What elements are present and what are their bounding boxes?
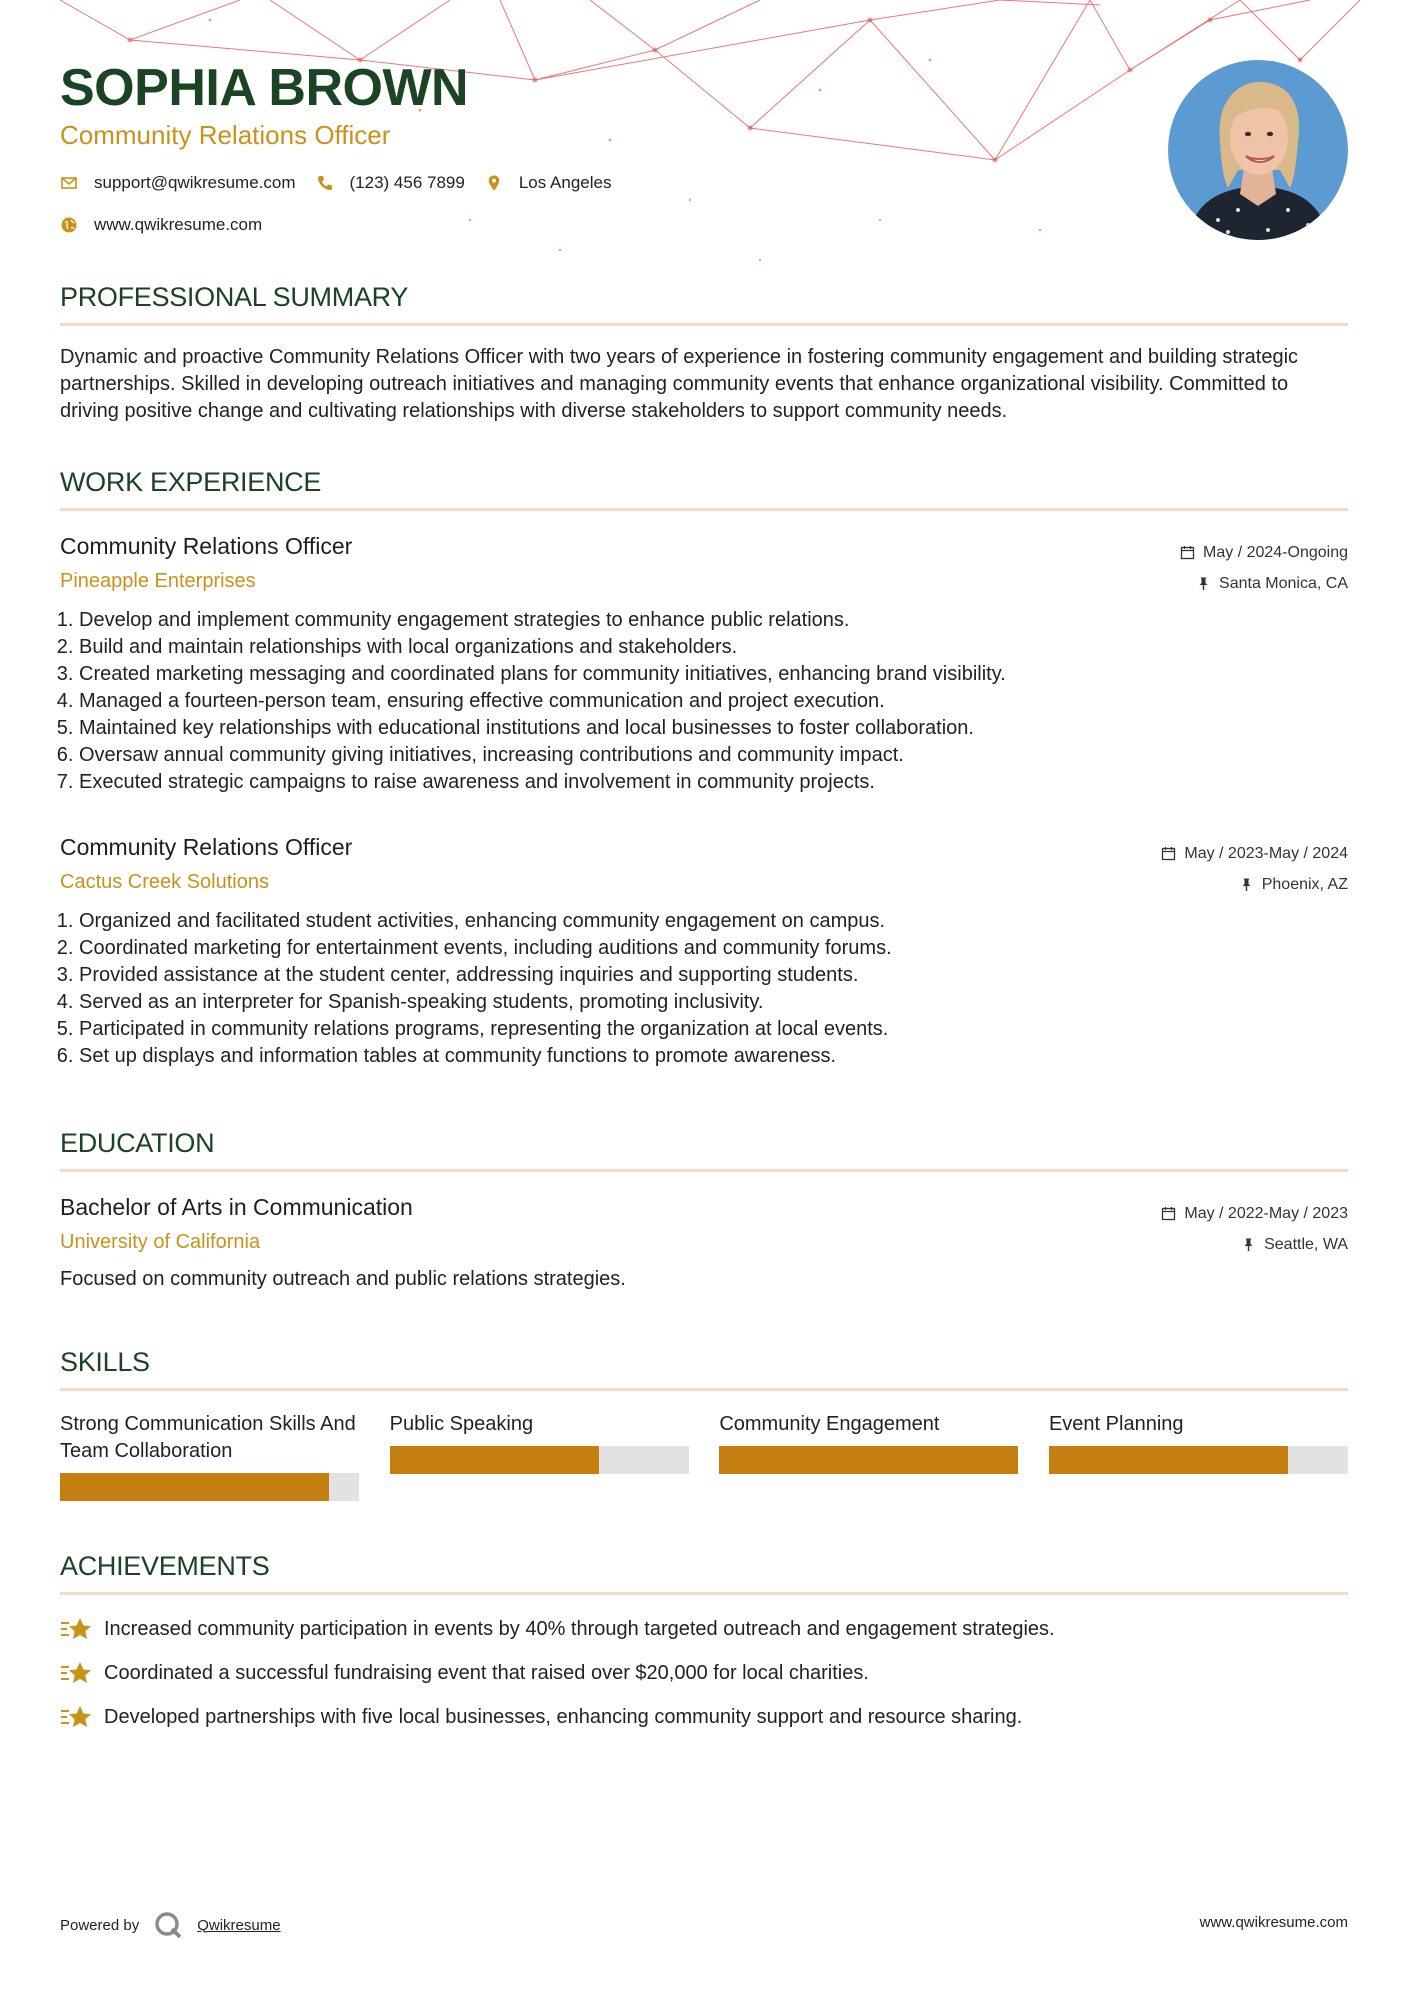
jobs-list [60, 533, 1348, 1070]
job-location [1180, 568, 1348, 599]
star-icon [60, 1659, 92, 1687]
skill-level-bar [1049, 1446, 1348, 1474]
skills-heading: SKILLS [60, 1347, 150, 1377]
job-bullet: 4. Managed a fourteen-person team, ensuring effective communication and project execution. [79, 688, 1348, 715]
candidate-role: Community Relations Officer [60, 120, 391, 150]
job-title: Community Relations Officer [60, 533, 353, 559]
job-bullet: 2. Coordinated marketing for entertainment events, including auditions and community forums. [79, 935, 1348, 962]
calendar-icon [1161, 1206, 1176, 1221]
job-bullets [60, 908, 1348, 1070]
contact-row [60, 173, 631, 193]
job-bullet: 3. Created marketing messaging and coordinated plans for community initiatives, enhancing brand visibility. [79, 661, 1348, 688]
calendar-icon [1180, 545, 1195, 560]
page-footer [60, 1900, 1348, 1940]
section-divider [60, 1388, 1348, 1391]
section-divider [60, 1592, 1348, 1595]
contact-location [485, 173, 612, 193]
star-icon [60, 1615, 92, 1643]
job-entry [60, 834, 1348, 1070]
experience-section [60, 467, 1348, 1070]
phone-text: (123) 456 7899 [349, 173, 465, 192]
job-date [1180, 537, 1348, 568]
skill-level-fill [60, 1473, 329, 1501]
skill-item [1049, 1411, 1348, 1501]
education-entry [60, 1194, 1348, 1291]
contact-website[interactable] [60, 215, 262, 235]
school-name: University of California [60, 1231, 261, 1253]
job-bullet: 7. Executed strategic campaigns to raise awareness and involvement in community projects. [79, 769, 1348, 796]
education-heading: EDUCATION [60, 1128, 215, 1158]
achievements-list [60, 1607, 1348, 1739]
skill-name: Strong Communication Skills And Team Collaboration [60, 1413, 356, 1462]
job-bullet: 5. Maintained key relationships with educational institutions and local businesses to foster collaboration. [79, 715, 1348, 742]
job-title: Community Relations Officer [60, 834, 353, 860]
education-date-text: May / 2022-May / 2023 [1184, 1204, 1348, 1222]
job-bullet: 5. Participated in community relations programs, representing the organization at local events. [79, 1016, 1348, 1043]
job-entry [60, 533, 1348, 796]
skill-level-bar [60, 1473, 359, 1501]
website-text: www.qwikresume.com [94, 215, 263, 234]
section-divider [60, 1169, 1348, 1172]
candidate-name: SOPHIA BROWN [60, 59, 469, 117]
job-bullet: 6. Set up displays and information tables at community functions to promote awareness. [79, 1043, 1348, 1070]
job-date [1161, 838, 1348, 869]
achievement-text: Coordinated a successful fundraising event that raised over $20,000 for local charities. [104, 1661, 869, 1684]
powered-by-label: Powered by [60, 1916, 140, 1934]
job-location [1161, 869, 1348, 900]
job-location-text: Phoenix, AZ [1261, 875, 1348, 893]
pushpin-icon [1239, 877, 1254, 892]
phone-icon [316, 174, 334, 192]
section-divider [60, 323, 1348, 326]
experience-heading: WORK EXPERIENCE [60, 467, 322, 497]
globe-icon [60, 216, 78, 234]
education-location [1161, 1229, 1348, 1260]
education-location-text: Seattle, WA [1264, 1235, 1348, 1253]
achievement-item [60, 1695, 1348, 1739]
profile-photo-illustration [1168, 60, 1348, 240]
achievement-item [60, 1651, 1348, 1695]
contact-row-website [60, 215, 282, 235]
job-bullet: 4. Served as an interpreter for Spanish-speaking students, promoting inclusivity. [79, 989, 1348, 1016]
job-bullet: 1. Organized and facilitated student activities, enhancing community engagement on campus. [79, 908, 1348, 935]
skill-item [60, 1411, 359, 1501]
calendar-icon [1161, 846, 1176, 861]
email-text: support@qwikresume.com [94, 173, 296, 192]
job-date-text: May / 2024-Ongoing [1203, 543, 1348, 561]
contact-phone[interactable] [316, 173, 465, 193]
achievement-text: Increased community participation in events by 40% through targeted outreach and engagement strategies. [104, 1617, 1055, 1640]
company-name: Pineapple Enterprises [60, 570, 256, 592]
star-icon [60, 1703, 92, 1731]
pushpin-icon [1196, 576, 1211, 591]
location-text: Los Angeles [518, 173, 612, 192]
resume-page [60, 0, 1348, 1739]
skill-name: Community Engagement [719, 1413, 940, 1435]
skill-name: Event Planning [1048, 1413, 1184, 1435]
education-meta [1161, 1198, 1348, 1260]
summary-section [60, 282, 1348, 425]
job-location-text: Santa Monica, CA [1219, 574, 1348, 592]
skill-level-bar [390, 1446, 689, 1474]
job-bullet: 3. Provided assistance at the student center, addressing inquiries and supporting students. [79, 962, 1348, 989]
footer-website-link[interactable]: www.qwikresume.com [1199, 1914, 1348, 1931]
company-name: Cactus Creek Solutions [60, 871, 269, 893]
map-pin-icon [485, 174, 503, 192]
education-section [60, 1128, 1348, 1291]
degree-title: Bachelor of Arts in Communication [60, 1194, 413, 1220]
summary-heading: PROFESSIONAL SUMMARY [60, 282, 409, 312]
achievements-section [60, 1551, 1348, 1739]
achievement-text: Developed partnerships with five local businesses, enhancing community support and resource sharing. [104, 1705, 1023, 1728]
powered-by [60, 1910, 281, 1940]
job-meta [1161, 838, 1348, 900]
job-meta [1180, 537, 1348, 599]
job-bullet: 1. Develop and implement community engagement strategies to enhance public relations. [79, 607, 1348, 634]
section-divider [60, 508, 1348, 511]
resume-header [60, 0, 1348, 270]
skill-level-fill [390, 1446, 599, 1474]
qwikresume-link[interactable]: Qwikresume [197, 1916, 281, 1934]
pushpin-icon [1241, 1237, 1256, 1252]
achievement-item [60, 1607, 1348, 1651]
education-description: Focused on community outreach and public relations strategies. [60, 1268, 626, 1290]
job-date-text: May / 2023-May / 2024 [1184, 844, 1348, 862]
job-bullet: 2. Build and maintain relationships with local organizations and stakeholders. [79, 634, 1348, 661]
achievements-heading: ACHIEVEMENTS [60, 1551, 270, 1581]
qwikresume-logo-icon [153, 1910, 183, 1940]
job-bullets [60, 607, 1348, 796]
skill-level-fill [719, 1446, 1018, 1474]
job-bullet: 6. Oversaw annual community giving initiatives, increasing contributions and community impact. [79, 742, 1348, 769]
skills-section [60, 1347, 1348, 1501]
skills-list [60, 1411, 1348, 1501]
skill-level-bar [719, 1446, 1018, 1474]
envelope-icon [60, 174, 78, 192]
skill-item [390, 1411, 689, 1501]
education-date [1161, 1198, 1348, 1229]
skill-level-fill [1049, 1446, 1288, 1474]
skill-item [719, 1411, 1018, 1501]
profile-photo [1168, 60, 1348, 240]
summary-text: Dynamic and proactive Community Relations Officer with two years of experience in fostering community engagement and building strategic partnerships. Skilled in developing outreach initiatives and managing community events that enhance organizational visibility. Committed to driving positive change and cultivating relationships with diverse stakeholders to support community needs. [60, 346, 1299, 422]
skill-name: Public Speaking [389, 1413, 534, 1435]
contact-email[interactable] [60, 173, 296, 193]
